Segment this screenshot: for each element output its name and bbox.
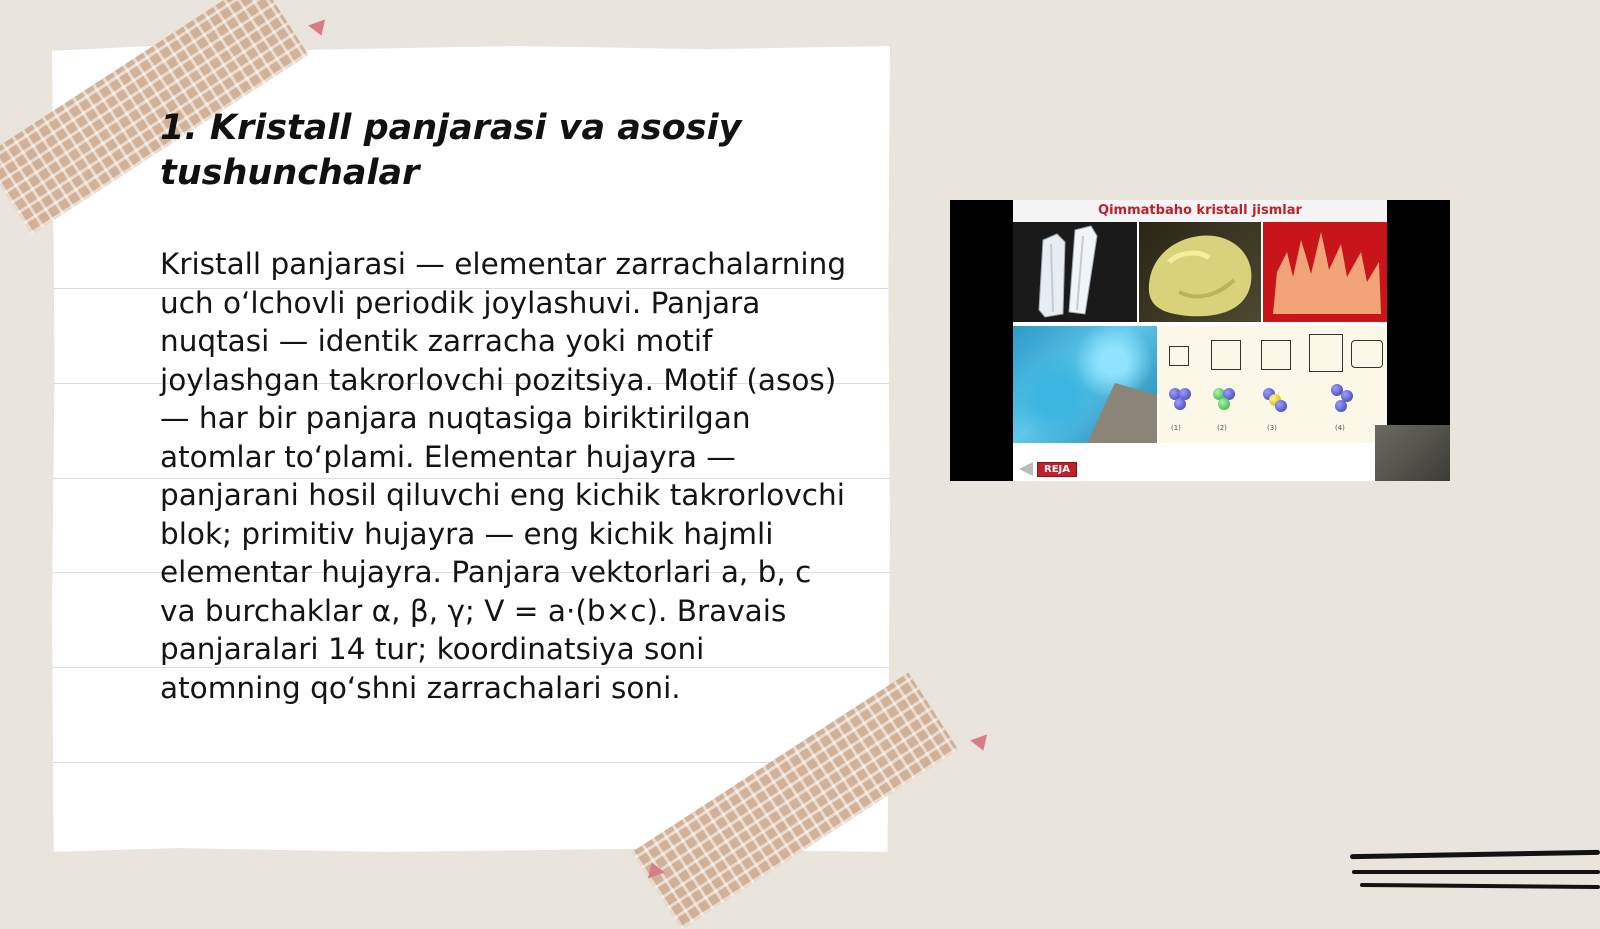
sulfur-crystal-graphic [1139, 222, 1261, 322]
reja-button: REJA [1037, 462, 1077, 477]
pin-decoration [970, 734, 992, 753]
atom-sphere [1218, 398, 1230, 410]
atom-sphere [1275, 400, 1287, 412]
photo-content [1013, 200, 1387, 481]
lattice-cell-icon [1261, 340, 1291, 370]
crystal-photo [950, 200, 1450, 481]
slide-body-text: Kristall panjarasi — elementar zarrachalarning uch oʻlchovli periodik joylashuvi. Panjara nuqtasi — identik zarracha yoki motif joylashgan takrorlovchi pozitsiya. Motif (asos) — har bir panjara nuqtasiga biriktirilgan atomlar toʻplami. Elementar hujayra — panjarani hosil qiluvchi eng kichik takrorlovchi blok; primitiv hujayra — eng kichik hajmli elementar hujayra. Panjara vektorlari a, b, c va burchaklar α, β, γ; V = a·(b×c). Bravais panjaralari 14 tur; koordinatsiya soni atomning qoʻshni zarrachalari soni. [160, 247, 847, 705]
clear-quartz-image [1013, 222, 1137, 322]
brush-stroke-decoration [1352, 870, 1600, 874]
brush-stroke-decoration [1360, 883, 1600, 889]
lattice-cell-icon [1309, 334, 1343, 372]
lattice-label: (4) [1335, 424, 1345, 432]
video-thumbnail [1375, 425, 1450, 481]
lattice-cell-icon [1211, 340, 1241, 370]
lattice-cell-icon [1351, 340, 1383, 368]
slide-title: 1. Kristall panjarasi va asosiy tushunchalar [160, 108, 742, 193]
lattice-diagrams [1159, 326, 1387, 443]
blue-crystal-image [1013, 326, 1157, 443]
quartz-crystals-graphic [1013, 222, 1137, 322]
lattice-cell-icon [1169, 346, 1189, 366]
paper-rule-line [52, 762, 890, 763]
brush-stroke-decoration [1350, 850, 1600, 859]
back-arrow-icon [1019, 462, 1033, 476]
photo-heading: Qimmatbaho kristall jismlar [1013, 200, 1387, 222]
lattice-label: (2) [1217, 424, 1227, 432]
orange-cluster-image [1263, 222, 1387, 322]
lattice-label: (1) [1171, 424, 1181, 432]
pin-decoration [308, 19, 330, 38]
sulfur-crystal-image [1139, 222, 1261, 322]
crystal-cluster-graphic [1263, 222, 1387, 322]
lattice-label: (3) [1267, 424, 1277, 432]
atom-sphere [1174, 398, 1186, 410]
atom-sphere [1335, 400, 1347, 412]
